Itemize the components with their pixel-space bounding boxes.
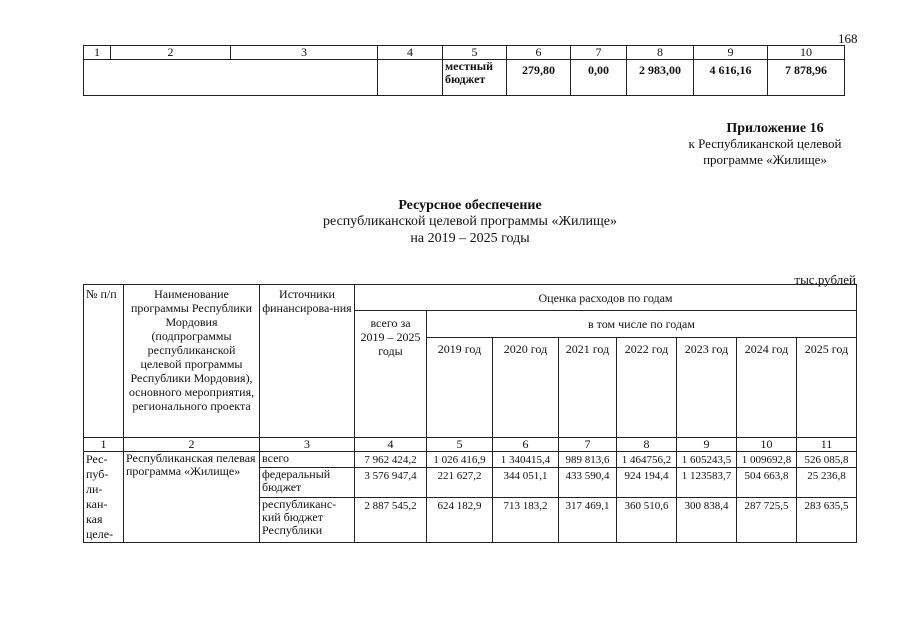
value-cell: 713 183,2 <box>493 498 559 543</box>
page-number: 168 <box>838 31 858 46</box>
value-cell: 279,80 <box>507 60 571 96</box>
row-label: Рес-пуб-ли-кан-кая целе- <box>84 452 124 543</box>
col-number: 2 <box>124 438 260 452</box>
header-num: № п/п <box>84 285 124 438</box>
value-cell: 1 605243,5 <box>677 452 737 468</box>
value-cell: 1 026 416,9 <box>427 452 493 468</box>
col-number: 9 <box>694 46 768 60</box>
col-number: 9 <box>677 438 737 452</box>
col-number: 4 <box>378 46 443 60</box>
value-cell: 25 236,8 <box>797 468 857 498</box>
header-year: 2023 год <box>677 338 737 438</box>
col-number: 6 <box>507 46 571 60</box>
value-cell: 2 983,00 <box>627 60 694 96</box>
top-table-row <box>84 60 845 96</box>
header-year: 2025 год <box>797 338 857 438</box>
header-incl: в том числе по годам <box>427 311 857 338</box>
header-year: 2024 год <box>737 338 797 438</box>
value-cell: 433 590,4 <box>559 468 617 498</box>
value-cell: 1 340415,4 <box>493 452 559 468</box>
source-cell: федеральный бюджет <box>260 468 355 498</box>
value-cell: 7 962 424,2 <box>355 452 427 468</box>
source-cell: республиканс-кий бюджет Республики <box>260 498 355 543</box>
col-number: 10 <box>768 46 845 60</box>
source-cell: местный бюджет <box>443 60 507 96</box>
page-subtitle: республиканской целевой программы «Жилище» <box>323 214 617 229</box>
empty-cell <box>84 60 378 96</box>
value-cell: 287 725,5 <box>737 498 797 543</box>
col-number: 2 <box>111 46 231 60</box>
header-year: 2022 год <box>617 338 677 438</box>
value-cell: 283 635,5 <box>797 498 857 543</box>
col-number: 5 <box>443 46 507 60</box>
header-year: 2020 год <box>493 338 559 438</box>
col-number: 10 <box>737 438 797 452</box>
main-table <box>83 284 857 543</box>
col-number: 11 <box>797 438 857 452</box>
value-cell: 504 663,8 <box>737 468 797 498</box>
top-table-col-numbers <box>84 46 845 60</box>
header-year: 2021 год <box>559 338 617 438</box>
value-cell: 7 878,96 <box>768 60 845 96</box>
col-number: 6 <box>493 438 559 452</box>
col-number: 8 <box>617 438 677 452</box>
col-number: 3 <box>231 46 378 60</box>
appendix-line1: к Республиканской целевой <box>688 136 842 151</box>
col-number: 1 <box>84 438 124 452</box>
value-cell: 1 123583,7 <box>677 468 737 498</box>
col-number: 3 <box>260 438 355 452</box>
value-cell: 2 887 545,2 <box>355 498 427 543</box>
value-cell: 300 838,4 <box>677 498 737 543</box>
header-total: всего за 2019 – 2025 годы <box>355 311 427 438</box>
value-cell: 317 469,1 <box>559 498 617 543</box>
value-cell: 989 813,6 <box>559 452 617 468</box>
value-cell: 3 576 947,4 <box>355 468 427 498</box>
appendix-line2: программе «Жилище» <box>703 152 827 167</box>
col-number: 8 <box>627 46 694 60</box>
program-name: Республиканская пелевая программа «Жилище» <box>124 452 260 543</box>
value-cell: 221 627,2 <box>427 468 493 498</box>
value-cell: 344 051,1 <box>493 468 559 498</box>
page-title: Ресурсное обеспечение <box>398 198 542 213</box>
col-number: 5 <box>427 438 493 452</box>
empty-cell <box>378 60 443 96</box>
value-cell: 1 464756,2 <box>617 452 677 468</box>
value-cell: 1 009692,8 <box>737 452 797 468</box>
table-row <box>84 452 857 468</box>
source-cell: всего <box>260 452 355 468</box>
col-numbers-row <box>84 438 857 452</box>
header-name: Наименование программы Республики Мордовия (подпрограммы республиканской целевой программы Республики Мордовия), основного мероприятия, регионального проекта <box>124 285 260 438</box>
value-cell: 526 085,8 <box>797 452 857 468</box>
value-cell: 4 616,16 <box>694 60 768 96</box>
page-period: на 2019 – 2025 годы <box>410 231 530 246</box>
value-cell: 924 194,4 <box>617 468 677 498</box>
value-cell: 624 182,9 <box>427 498 493 543</box>
header-sources: Источники финансирова-ния <box>260 285 355 438</box>
header-year: 2019 год <box>427 338 493 438</box>
top-table <box>83 45 845 96</box>
header-estimate: Оценка расходов по годам <box>355 285 857 311</box>
value-cell: 360 510,6 <box>617 498 677 543</box>
header-row <box>84 285 857 311</box>
value-cell: 0,00 <box>571 60 627 96</box>
col-number: 1 <box>84 46 111 60</box>
col-number: 4 <box>355 438 427 452</box>
col-number: 7 <box>571 46 627 60</box>
appendix-title: Приложение 16 <box>726 121 824 136</box>
col-number: 7 <box>559 438 617 452</box>
units-label: тыс.рублей <box>794 272 856 287</box>
